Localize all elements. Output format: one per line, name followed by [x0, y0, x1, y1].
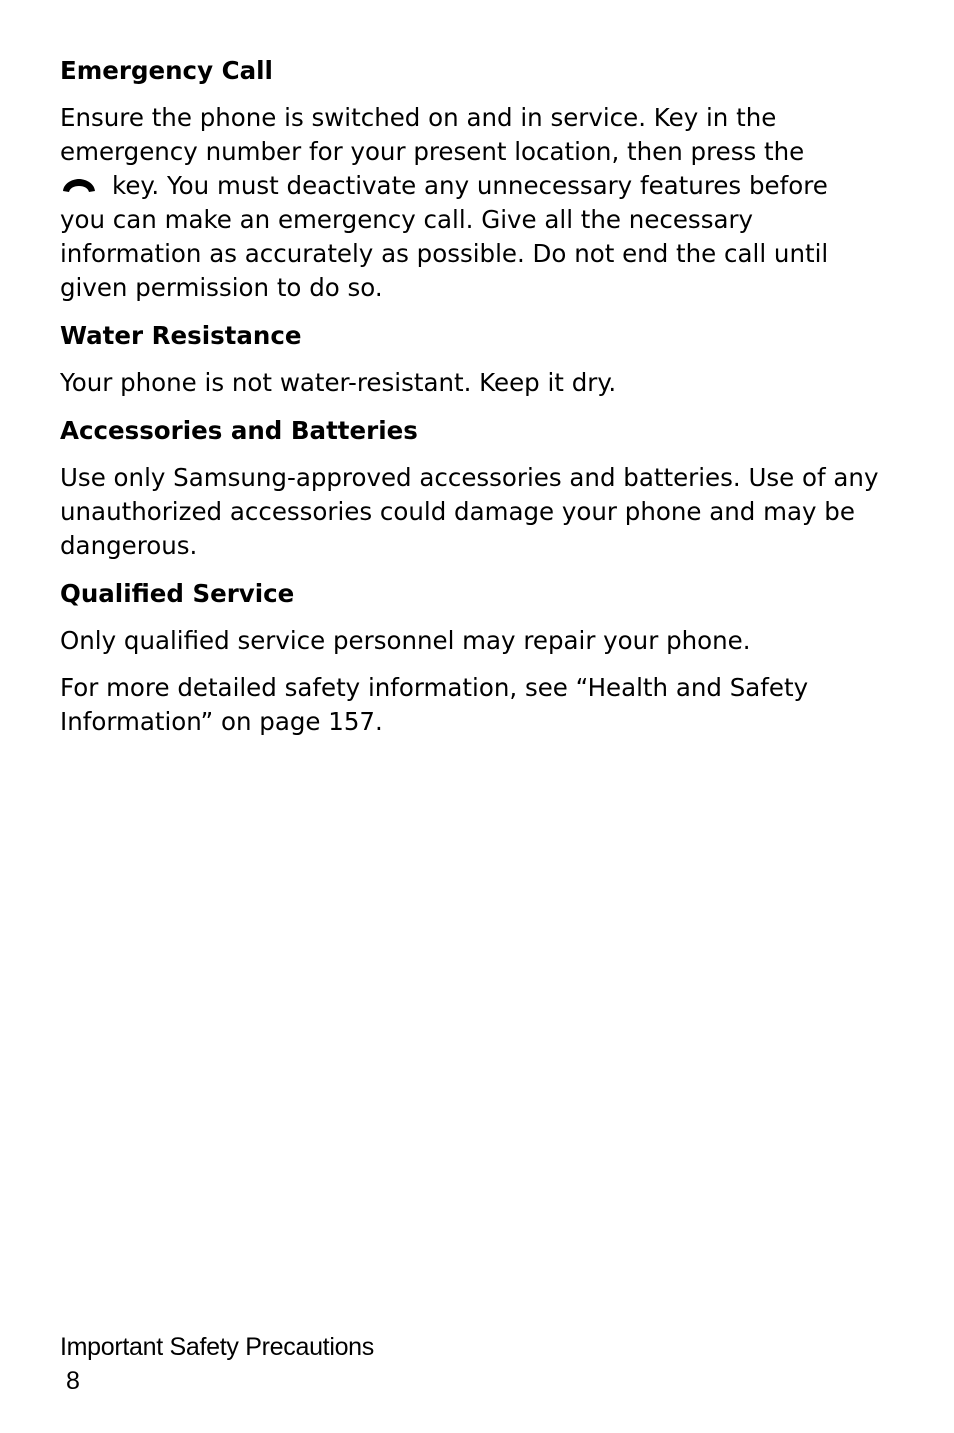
emergency-call-text-part1: Ensure the phone is switched on and in service. Key in the emergency number for your present location, then press the [60, 103, 805, 166]
qualified-service-text: Only qualified service personnel may repair your phone. [60, 626, 751, 655]
heading-emergency-call: Emergency Call [60, 56, 273, 85]
water-resistance-text: Your phone is not water-resistant. Keep it dry. [60, 368, 617, 397]
emergency-call-text [60, 101, 880, 305]
phone-handset-icon [60, 176, 98, 196]
page-content [60, 54, 880, 739]
accessories-batteries-text: Use only Samsung-approved accessories and batteries. Use of any unauthorized accessories could damage your phone and may be dangerous. [60, 463, 879, 560]
heading-accessories-batteries: Accessories and Batteries [60, 416, 418, 445]
page-footer [60, 1330, 374, 1398]
heading-water-resistance: Water Resistance [60, 321, 302, 350]
heading-qualified-service: Qualified Service [60, 579, 295, 608]
footer-page-number: 8 [66, 1367, 80, 1395]
closing-note: For more detailed safety information, see “Health and Safety Information” on page 157. [60, 673, 809, 736]
emergency-call-text-part2: key. You must deactivate any unnecessary features before you can make an emergency call. Give all the necessary information as accurately as possible. Do not end the call until given permission to do so. [60, 171, 829, 302]
footer-section-title: Important Safety Precautions [60, 1333, 374, 1361]
